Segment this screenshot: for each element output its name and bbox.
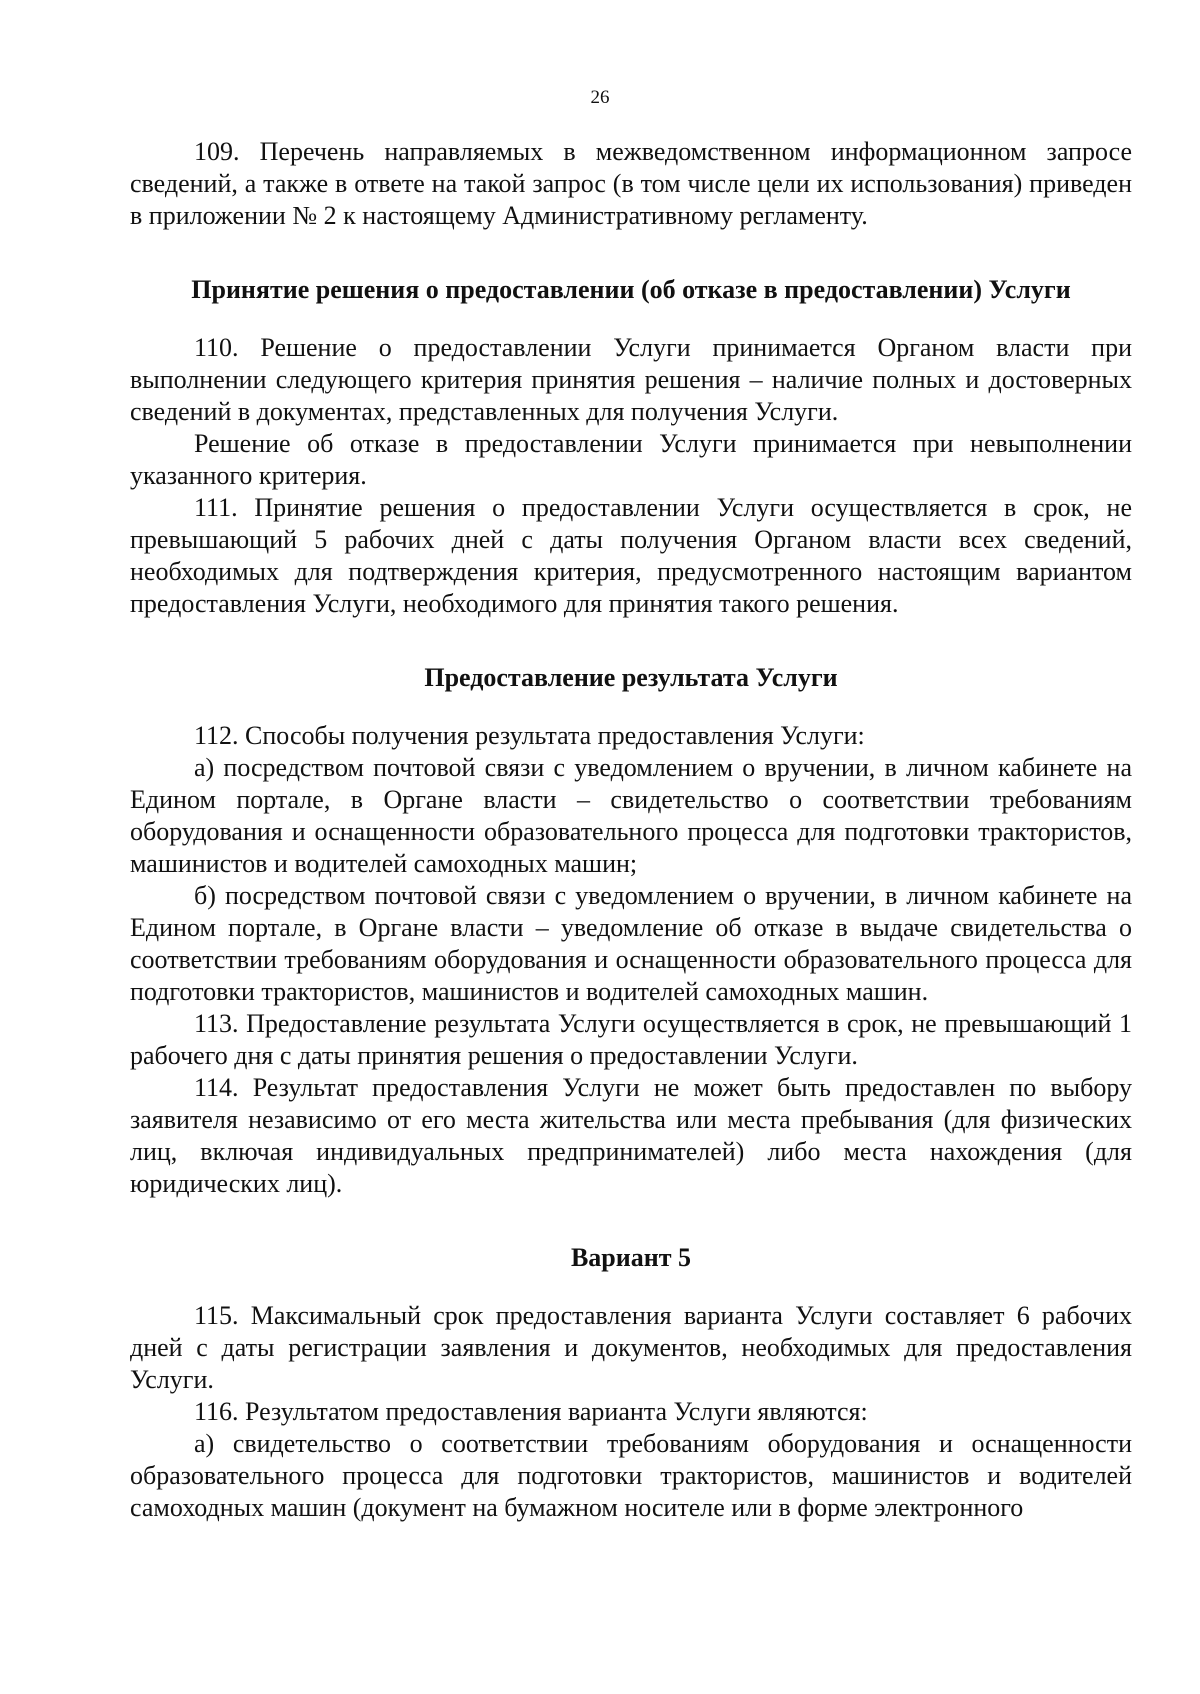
- paragraph-113: 113. Предоставление результата Услуги осуществляется в срок, не превышающий 1 рабочего дня с даты принятия решения о предоставлении Услуги.: [130, 1009, 1132, 1070]
- paragraph-115: 115. Максимальный срок предоставления варианта Услуги составляет 6 рабочих дней с даты регистрации заявления и документов, необходимых для предоставления Услуги.: [130, 1301, 1132, 1394]
- paragraph-111: 111. Принятие решения о предоставлении Услуги осуществляется в срок, не превышающий 5 рабочих дней с даты получения Органом власти всех сведений, необходимых для подтверждения критерия, предусмотренного настоящим вариантом предоставления Услуги, необходимого для принятия такого решения.: [130, 493, 1132, 618]
- paragraph-109: 109. Перечень направляемых в межведомственном информационном запросе сведений, а также в ответе на такой запрос (в том числе цели их использования) приведен в приложении № 2 к настоящему Административному регламенту.: [130, 137, 1132, 230]
- document-body: [130, 136, 1132, 1524]
- paragraph-114: 114. Результат предоставления Услуги не может быть предоставлен по выбору заявителя независимо от его места жительства или места пребывания (для физических лиц, включая индивидуальных предпринимателей) либо места нахождения (для юридических лиц).: [130, 1073, 1132, 1198]
- paragraph-112-a: а) посредством почтовой связи с уведомлением о вручении, в личном кабинете на Едином портале, в Органе власти – свидетельство о соответствии требованиям оборудования и оснащенности образовательного процесса для подготовки трактористов, машинистов и водителей самоходных машин;: [130, 753, 1132, 878]
- section-heading-variant-5: Вариант 5: [570, 1243, 692, 1272]
- paragraph-112-b: б) посредством почтовой связи с уведомлением о вручении, в личном кабинете на Едином портале, в Органе власти – уведомление об отказе в выдаче свидетельства о соответствии требованиям оборудования и оснащенности образовательного процесса для подготовки трактористов, машинистов и водителей самоходных машин.: [130, 881, 1132, 1006]
- paragraph-110-refusal: Решение об отказе в предоставлении Услуги принимается при невыполнении указанного критерия.: [130, 429, 1132, 490]
- page-number: 26: [590, 87, 610, 108]
- section-heading-result: Предоставление результата Услуги: [424, 663, 838, 692]
- paragraph-116: 116. Результатом предоставления варианта Услуги являются:: [194, 1397, 868, 1426]
- paragraph-110: 110. Решение о предоставлении Услуги принимается Органом власти при выполнении следующего критерия принятия решения – наличие полных и достоверных сведений в документах, представленных для получения Услуги.: [130, 333, 1132, 426]
- section-heading-decision: Принятие решения о предоставлении (об отказе в предоставлении) Услуги: [191, 275, 1071, 304]
- paragraph-112: 112. Способы получения результата предоставления Услуги:: [194, 721, 865, 750]
- paragraph-116-a: а) свидетельство о соответствии требованиям оборудования и оснащенности образовательного процесса для подготовки трактористов, машинистов и водителей самоходных машин (документ на бумажном носителе или в форме электронного: [130, 1429, 1132, 1522]
